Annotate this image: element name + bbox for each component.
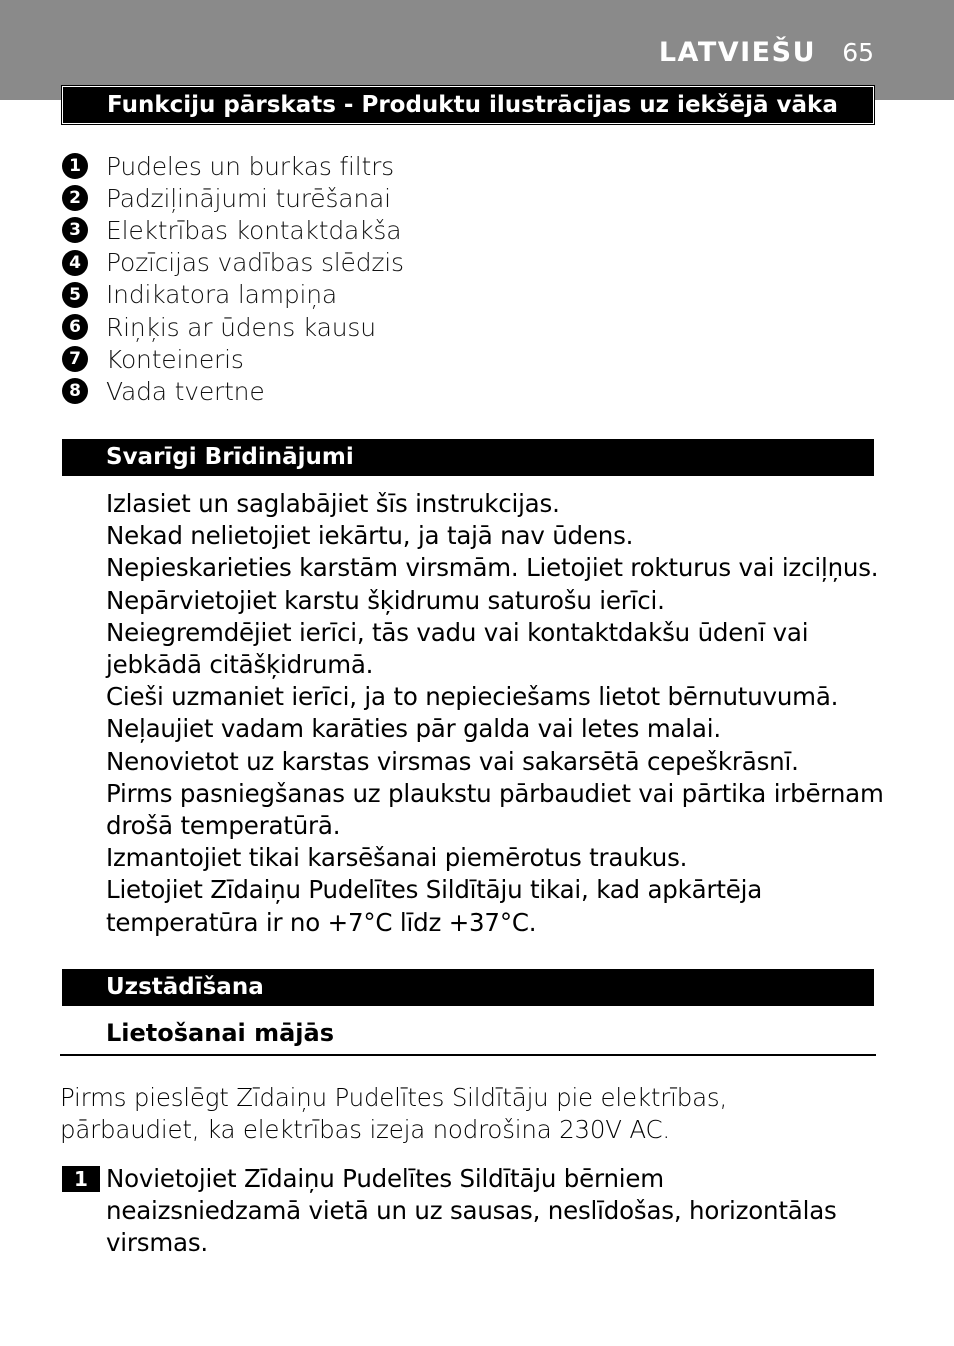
warning-item: Nenovietot uz karstas virsmas vai sakarsētā cepeškrāsnī. (106, 746, 799, 776)
warning-item: Izmantojiet tikai karsēšanai piemērotus traukus. (106, 843, 688, 873)
list-item (62, 182, 404, 214)
intro-paragraph: Pirms pieslēgt Zīdaiņu Pudelītes Sildītāju pie elektrības, pārbaudiet, ka elektrības izeja nodrošina 230V AC. (60, 1083, 728, 1144)
number-badge: 5 (62, 282, 88, 308)
warning-item: Nepieskarieties karstām virsmām. Lietojiet rokturus vai izciļņus. (106, 553, 879, 583)
warning-item: Pirms pasniegšanas uz plaukstu pārbaudiet vai pārtika irbērnam drošā temperatūrā. (106, 778, 884, 841)
feature-label: Pozīcijas vadības slēdzis (106, 248, 404, 278)
feature-label: Vada tvertne (106, 376, 265, 406)
warning-item: Izlasiet un saglabājiet šīs instrukcijas. (106, 489, 560, 518)
page-number: 65 (842, 38, 874, 67)
divider (60, 1054, 876, 1056)
step-text: Novietojiet Zīdaiņu Pudelītes Sildītāju bērniem neaizsniedzamā vietā un uz sausas, neslīdošas, horizontālas virsmas. (106, 1164, 837, 1257)
warnings-section-title: Svarīgi Brīdinājumi (62, 439, 874, 476)
warning-list (106, 488, 886, 939)
feature-label: Padziļinājumi turēšanai (106, 183, 391, 213)
number-badge: 8 (62, 378, 88, 404)
list-item (62, 279, 404, 311)
number-badge: 3 (62, 217, 88, 243)
list-item (62, 150, 404, 182)
number-badge: 4 (62, 250, 88, 276)
list-item (62, 311, 404, 343)
subsection-heading: Lietošanai mājās (106, 1019, 335, 1047)
feature-list (62, 150, 404, 408)
list-item (62, 375, 404, 407)
number-badge: 6 (62, 314, 88, 340)
warning-item: Nepārvietojiet karstu šķidrumu saturošu ierīci. (106, 585, 665, 615)
step-number-badge: 1 (62, 1166, 100, 1192)
features-section-title: Funkciju pārskats - Produktu ilustrācijas uz iekšējā vāka (62, 86, 874, 124)
warning-item: Lietojiet Zīdaiņu Pudelītes Sildītāju tikai, kad apkārtēja temperatūra ir no +7°C līdz +37°C. (106, 875, 763, 937)
number-badge: 2 (62, 185, 88, 211)
warning-item: Neiegremdējiet ierīci, tās vadu vai kontaktdakšu ūdenī vai jebkādā citāšķidrumā. (106, 617, 809, 680)
setup-section-title: Uzstādīšana (62, 969, 874, 1006)
list-item (62, 214, 404, 246)
feature-label: Indikatora lampiņa (106, 280, 338, 310)
feature-label: Konteineris (106, 344, 244, 374)
warning-item: Nekad nelietojiet iekārtu, ja tajā nav ūdens. (106, 521, 634, 551)
warning-item: Cieši uzmaniet ierīci, ja to nepieciešams lietot bērnutuvumā. (106, 682, 839, 712)
number-badge: 7 (62, 346, 88, 372)
number-badge: 1 (62, 153, 88, 179)
feature-label: Elektrības kontaktdakša (106, 215, 402, 245)
language-label: LATVIEŠU (658, 37, 816, 68)
list-item (62, 247, 404, 279)
feature-label: Pudeles un burkas filtrs (106, 151, 394, 181)
feature-label: Riņķis ar ūdens kausu (106, 312, 376, 342)
list-item (62, 343, 404, 375)
warning-item: Neļaujiet vadam karāties pār galda vai letes malai. (106, 714, 721, 744)
